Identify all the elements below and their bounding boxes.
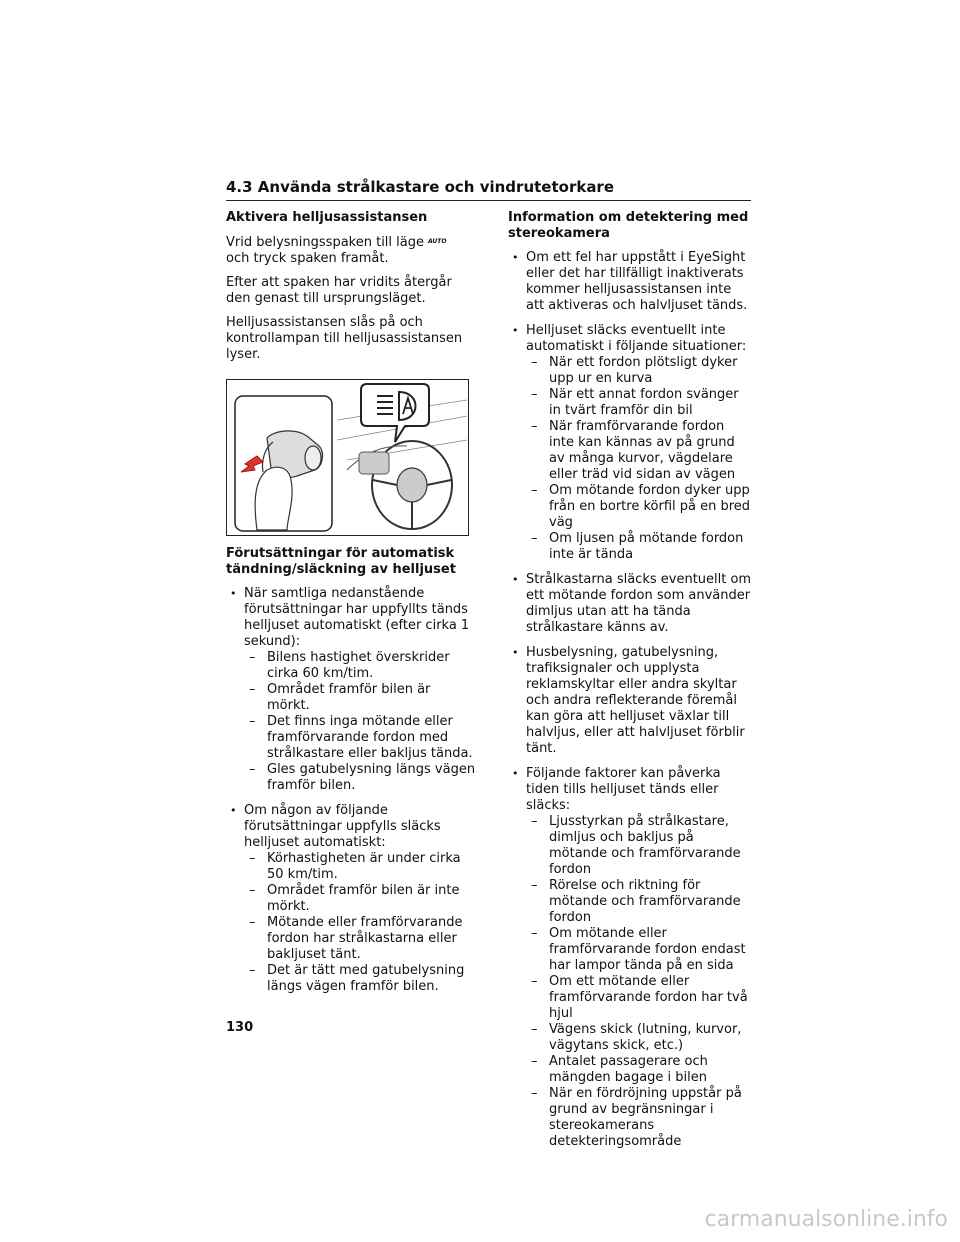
bullet-not-off-text: Helljuset släcks eventuellt inte automatiskt i följande situationer: xyxy=(526,323,747,354)
sub-item: – Vägens skick (lutning, kurvor, vägytans skick, etc.) xyxy=(526,1022,753,1054)
sub-list-not-off xyxy=(526,355,753,563)
sub-item: – Mötande eller framförvarande fordon har strålkastarna eller bakljuset tänt. xyxy=(244,915,476,963)
paragraph-assist-on: Helljusassistansen slås på och kontrollampan till helljusassistansen lyser. xyxy=(226,315,463,362)
auto-position-icon: AUTO xyxy=(428,238,447,245)
bullet-not-off xyxy=(508,323,753,563)
watermark: carmanualsonline.info xyxy=(704,1207,948,1232)
heading-activate-high-beam-assist: Aktivera helljusassistansen xyxy=(226,210,428,225)
right-column xyxy=(508,210,753,1159)
sub-item: – Antalet passagerare och mängden bagage i bilen xyxy=(526,1054,753,1086)
sub-item: – När en fördröjning uppstår på grund av begränsningar i stereokamerans detekteringsområde xyxy=(526,1086,753,1150)
paragraph-turn-lever-text-b: och tryck spaken framåt. xyxy=(226,251,389,266)
paragraph-turn-lever-text-a: Vrid belysningsspaken till läge xyxy=(226,235,424,250)
bullet-high-beam-off xyxy=(226,803,476,995)
sub-item: – Området framför bilen är mörkt. xyxy=(244,682,476,714)
sub-item: – Området framför bilen är inte mörkt. xyxy=(244,883,476,915)
sub-item: – Om ljusen på mötande fordon inte är tända xyxy=(526,531,753,563)
sub-item: – Bilens hastighet överskrider cirka 60 km/tim. xyxy=(244,650,476,682)
sub-item: – Det är tätt med gatubelysning längs vägen framför bilen. xyxy=(244,963,476,995)
sub-item: – Om mötande fordon dyker upp från en bortre körfil på en bred väg xyxy=(526,483,753,531)
sub-item: – Rörelse och riktning för mötande och framförvarande fordon xyxy=(526,878,753,926)
heading-conditions: Förutsättningar för automatisk tändning/släckning av helljuset xyxy=(226,546,456,577)
sub-list-off xyxy=(244,851,476,995)
lever-illustration-svg xyxy=(227,380,468,535)
sub-item: – När ett fordon plötsligt dyker upp ur en kurva xyxy=(526,355,753,387)
sub-item: – Om ett mötande eller framförvarande fordon har två hjul xyxy=(526,974,753,1022)
left-column xyxy=(226,210,476,1004)
sub-item: – Om mötande eller framförvarande fordon endast har lampor tända på en sida xyxy=(526,926,753,974)
sub-item: – Körhastigheten är under cirka 50 km/tim. xyxy=(244,851,476,883)
bullet-fog-lights: • Strålkastarna släcks eventuellt om ett mötande fordon som använder dimljus utan att ha tända strålkastare känns av. xyxy=(508,572,753,636)
sub-list-on xyxy=(244,650,476,794)
bullet-timing-factors-text: Följande faktorer kan påverka tiden tills helljuset tänds eller släcks: xyxy=(526,766,721,813)
bullet-high-beam-on-text: När samtliga nedanstående förutsättningar har uppfyllts tänds helljuset automatiskt (efter cirka 1 sekund): xyxy=(244,586,470,649)
stereo-camera-list xyxy=(508,250,753,1150)
sub-item: – När ett annat fordon svänger in tvärt framför din bil xyxy=(526,387,753,419)
lever-end xyxy=(305,446,321,470)
bullet-reflective-objects: • Husbelysning, gatubelysning, trafiksignaler och upplysta reklamskyltar eller andra skyltar och andra reflekterande föremål kan göra att helljuset växlar till halvljus, eller att halvljuset förblir tänt. xyxy=(508,645,753,757)
sub-list-timing xyxy=(526,814,753,1150)
lever-illustration xyxy=(226,379,469,536)
sub-item: – Gles gatubelysning längs vägen framför bilen. xyxy=(244,762,476,794)
bullet-timing-factors xyxy=(508,766,753,1150)
bullet-high-beam-off-text: Om någon av följande förutsättningar uppfylls släcks helljuset automatiskt: xyxy=(244,803,441,850)
section-header: 4.3 Använda strålkastare och vindrutetorkare xyxy=(226,177,751,201)
sub-item: – Ljusstyrkan på strålkastare, dimljus och bakljus på mötande och framförvarande fordon xyxy=(526,814,753,878)
bullet-eyesight-fault: • Om ett fel har uppstått i EyeSight eller det har tillfälligt inaktiverats kommer helljusassistansen inte att aktiveras och halvljuset tänds. xyxy=(508,250,753,314)
bullet-high-beam-on xyxy=(226,586,476,794)
paragraph-turn-lever xyxy=(226,234,476,267)
paragraph-lever-returns: Efter att spaken har vridits återgår den genast till ursprungsläget. xyxy=(226,275,452,306)
sub-item: – När framförvarande fordon inte kan kännas av på grund av många kurvor, vägdelare eller träd vid sidan av vägen xyxy=(526,419,753,483)
sub-item: – Det finns inga mötande eller framförvarande fordon med strålkastare eller bakljus tända. xyxy=(244,714,476,762)
heading-stereo-camera: Information om detektering med stereokamera xyxy=(508,210,749,241)
page-number: 130 xyxy=(226,1020,254,1035)
conditions-list xyxy=(226,586,476,995)
hand-icon xyxy=(255,467,292,530)
